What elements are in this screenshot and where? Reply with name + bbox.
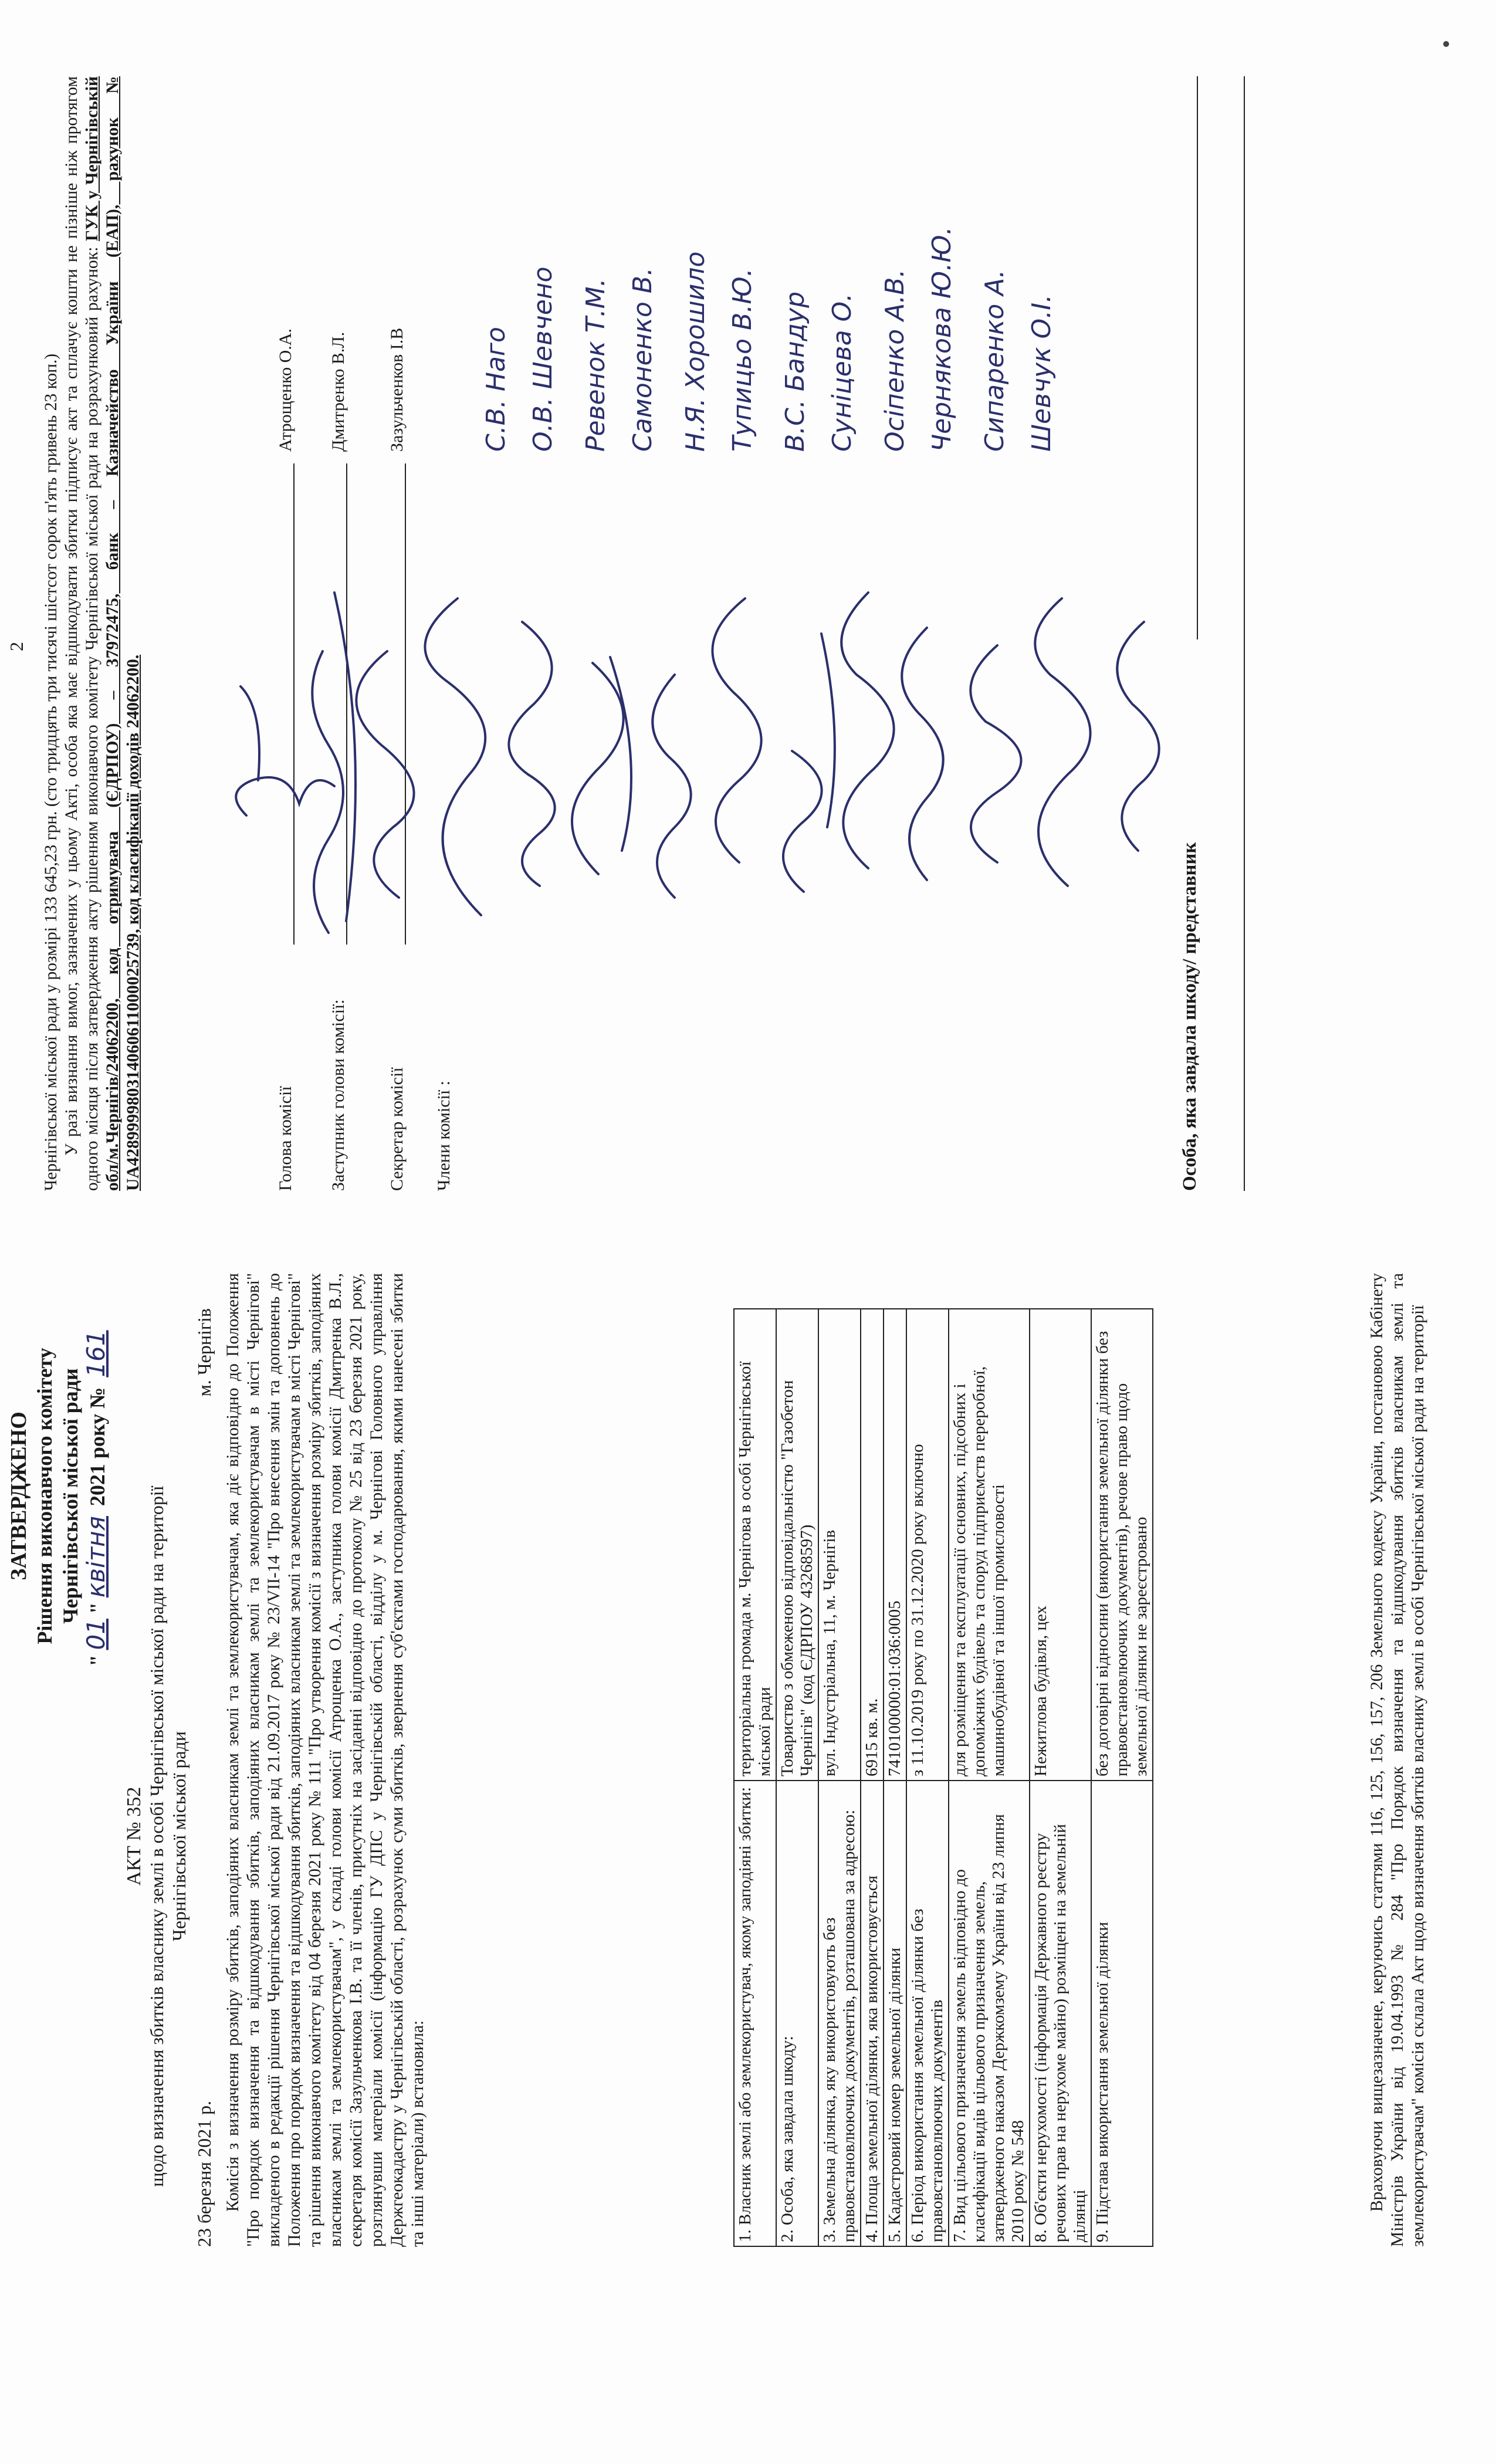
approval-heading: ЗАТВЕРДЖЕНО — [6, 1412, 31, 1580]
deputy-label: Заступник голови комісії: — [329, 999, 348, 1191]
act-title-block — [123, 1367, 190, 2306]
debtor-signature-row — [1179, 76, 1201, 1191]
deputy-name: Дмитренко В.Л. — [329, 331, 348, 452]
payment-instructions: У разі визнання вимог, зазначених у цьому Акті, особа яка має відшкодувати збитки підписує акт та сплачує кошти не пізніше ніж протягом одного місяця після затвердження акту рішенням виконавчого комітету Чернігівської міської ради на розрахунковий рахунок: ГУК у Чернігівській обл/м.Чернігів/24062200, код отримувача (ЄДРПОУ) – 37972475, банк – Казначейство України (ЕАП), рахунок № UA428999980314060611000025739, код класифікації доходів 24062200. — [62, 76, 143, 1191]
approval-line-1: Рішення виконавчого комітету — [33, 1348, 56, 1644]
act-basis-paragraph: Враховуючи вищезазначене, керуючись статтями 116, 125, 156, 157, 206 Земельного кодексу України, постановою Кабінету Міністрів України від 19.04.1993 № 284 "Про Порядок визначення та відшкодування збитків власникам землі та землекористувачам" комісія склала Акт щодо визначення збитків власнику землі в особі Чернігівської міської ради на території — [1368, 1273, 1427, 2247]
member-name: Шевчук О.І. — [1027, 294, 1057, 452]
bank-details: ГУК у Чернігівській обл/м.Чернігів/24062200, код отримувача (ЄДРПОУ) – 37972475, банк – Казначейство України (ЕАП), рахунок № UA428999980314060611000025739, код класифікації доходів 24062200. — [83, 76, 143, 1191]
table-row: 5. Кадастровий номер земельної ділянки 7410100000:01:036:0005 — [884, 1309, 906, 2246]
act-title: АКТ № 352 — [123, 1786, 145, 1886]
table-row: 8. Об'єкти нерухомості (інформація Державного реєстру речових прав на нерухоме майно) розміщені на земельній ділянці Нежитлова будівля, цех — [1030, 1309, 1091, 2246]
member-name: Ревенок Т.М. — [581, 278, 611, 452]
act-subtitle: щодо визначення збитків власнику землі в особі Чернігівської міської ради на території — [146, 1485, 167, 2187]
member-name: Сипаренко А. — [980, 269, 1010, 452]
page-number: 2 — [6, 642, 27, 651]
member-name: С.В. Наго — [481, 327, 511, 452]
handwritten-signatures — [223, 440, 1191, 968]
table-row: 6. Період використання земельної ділянки без правовстановлюючих документів з 11.10.2019 року по 31.12.2020 року включно — [906, 1309, 949, 2246]
approval-stamp-block — [6, 1273, 110, 1719]
page-one — [0, 1261, 1496, 2423]
payment-terms — [41, 76, 144, 1191]
member-name: О.В. Шевчено — [528, 266, 558, 452]
table-row: 7. Вид цільового призначення земель відповідно до класифікації видів цільового призначення земель, затвердженого наказом Держкомзему України від 23 липня 2010 року № 548 для розміщення та експлуатації основних, підсобних і допоміжних будівель та споруд підприємств переробної, машинобудівної та іншої промисловості — [949, 1309, 1030, 2246]
member-name: Н.Я. Хорошило — [681, 251, 710, 452]
approval-year: 2021 року № — [86, 1387, 109, 1507]
approval-month: квітня — [82, 1516, 110, 1598]
approval-line-2: Чернігівської міської ради — [59, 1368, 82, 1624]
page-two — [0, 41, 1496, 1191]
act-city: м. Чернігів — [194, 1308, 215, 1397]
head-name: Атрощенко О.А. — [276, 329, 295, 452]
member-name: Самоненко В. — [628, 267, 658, 452]
act-date: 23 березня 2021 р. — [194, 2100, 215, 2247]
member-name: Чернякова Ю.Ю. — [927, 226, 957, 452]
table-row: 3. Земельна ділянка, яку використовують без правовстановлюючих документів, розташована за адресою: вул. Індустріальна, 11, м. Чернігів — [818, 1309, 861, 2246]
approval-date-line: "01"квітня 2021 року № 161 — [83, 1273, 110, 1719]
table-row: 1. Власник землі або землекористувач, якому заподіяні збитки: територіальна громада м. Чернігова в особі Чернігівської міської ради — [734, 1309, 776, 2246]
secretary-name: Зазульченков І.В — [387, 327, 407, 452]
act-date-line — [194, 1308, 215, 2247]
member-name: В.С. Бандур — [780, 291, 810, 452]
table-row: 4. Площа земельної ділянки, яка використовується 6915 кв. м. — [861, 1309, 884, 2246]
act-subtitle-2: Чернігівської міської ради — [168, 1731, 189, 1941]
act-details-table — [733, 1308, 1153, 2247]
member-name: Тупицьо В.Ю. — [727, 268, 757, 452]
member-name: Суніцева О. — [827, 293, 857, 452]
members-label: Члени комісії : — [434, 1080, 453, 1191]
member-name: Осіпенко А.В. — [880, 269, 910, 452]
debtor-label: Особа, яка завдала шкоду/ представник — [1179, 842, 1200, 1191]
approval-number: 161 — [82, 1330, 110, 1377]
debtor-signature-line — [1244, 76, 1245, 1191]
secretary-label: Секретар комісії — [387, 1067, 407, 1191]
act-intro-paragraph: Комісія з визначення розміру збитків, заподіяних власникам землі та землекористувачам, яка діє відповідно до Положення "Про порядок визначення та відшкодування збитків, заподіяних власникам землі та землекористувачам в місті Чернігові" викладеного в редакції рішення Чернігівської міської ради від 21.09.2017 року № 23/VII-14 "Про внесення змін та доповнень до Положення про порядок визначення та відшкодування збитків, заподіяних власникам землі та землекористувачам в місті Чернігові" та рішення виконавчого комітету від 04 березня 2021 року № 111 "Про утворення комісії з визначення розміру збитків, заподіяних власникам землі та землекористувачам", у складі голови комісії Атрощенка О.А., заступника голови комісії Дмитренка В.Л., секретаря комісії Зазульченкова І.В. та її членів, присутніх на засіданні відповідно до протоколу № 25 від 23 березня 2021 року, розглянувши матеріали комісії (інформацію ГУ ДПС у Чернігівській області, відділу у м. Чернігові Головного управління Держгеокадастру у Чернігівській області, розрахунок суми збитків, звернення суб'єктами господарювання, якими нанесені збитки та інші матеріали) встановила: — [224, 1273, 427, 2247]
table-row: 2. Особа, яка завдала шкоду: Товариство з обмеженою відповідальністю "Газобетон Чернігів" (код ЄДРПОУ 43268597) — [776, 1309, 818, 2246]
payment-amount-text: Чернігівської міської ради у розмірі 133 645,23 грн. (сто тридцять три тисячі шістсот сорок п'ять гривень 23 коп.) — [42, 353, 60, 1191]
table-row: 9. Підстава використання земельної ділянки без договірні відносини (використання земельної ділянки без правовстановлюючих документів), речове право щодо земельної ділянки не зареєстровано — [1091, 1309, 1153, 2246]
head-label: Голова комісії — [276, 1086, 295, 1191]
approval-day: 01 — [82, 1619, 110, 1650]
scan-speck — [1443, 41, 1449, 47]
